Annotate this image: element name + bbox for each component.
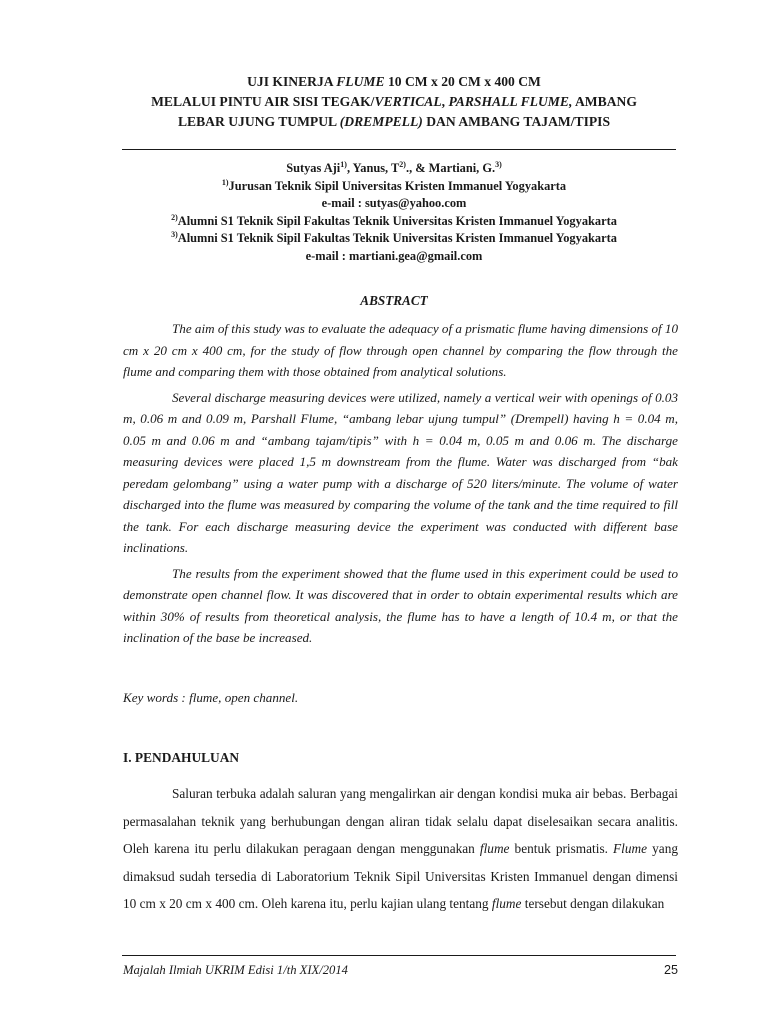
title-italic: VERTICAL: [374, 94, 442, 109]
author-sup: 1): [340, 159, 347, 169]
title-text: MELALUI PINTU AIR SISI TEGAK/: [151, 94, 375, 109]
body-italic: flume: [491, 896, 522, 912]
email-3: e-mail : martiani.gea@gmail.com: [305, 248, 483, 263]
body-text: tersebut dengan dilakukan: [521, 896, 665, 912]
author-sup: 2): [399, 159, 406, 169]
author-text: , Yanus, T: [346, 161, 400, 175]
title-text: ,: [441, 94, 449, 109]
title-italic: FLUME: [336, 74, 385, 89]
affiliation-2: [110, 213, 678, 231]
body-italic: flume: [479, 841, 510, 857]
body-text: bentuk prismatis.: [509, 841, 614, 857]
footer-divider: [122, 955, 676, 956]
footer-journal: Majalah Ilmiah UKRIM Edisi 1/th XIX/2014: [123, 963, 348, 977]
title-text: 10 CM x 20 CM x 400 CM: [384, 74, 541, 89]
title-text: AMBANG: [572, 94, 637, 109]
title-italic: (DREMPELL): [339, 114, 423, 129]
affiliation-text: Jurusan Teknik Sipil Universitas Kristen Immanuel Yogyakarta: [228, 178, 567, 193]
body-italic: Flume: [613, 841, 648, 857]
body-text: Saluran terbuka adalah saluran yang mengalirkan air dengan kondisi muka air bebas. Berbagai permasalahan teknik yang berhubungan dengan aliran tidak selalu dapat diselesaikan secara analitis. Oleh karena itu perlu dilakukan peragaan dengan menggunakan: [123, 786, 678, 857]
email-1: e-mail : sutyas@yahoo.com: [321, 196, 467, 210]
affiliation-sup: 2): [171, 212, 178, 222]
affiliation-text: Alumni S1 Teknik Sipil Fakultas Teknik Universitas Kristen Immanuel Yogyakarta: [177, 213, 617, 228]
section-heading: I. PENDAHULUAN: [123, 750, 240, 765]
keywords: Key words : flume, open channel.: [123, 690, 299, 705]
affiliation-sup: 1): [221, 177, 229, 187]
page-number: 25: [663, 963, 678, 977]
author-text: Sutyas Aji: [286, 161, 341, 175]
author-text: ., & Martiani, G.: [405, 161, 496, 175]
abstract-heading: ABSTRACT: [360, 293, 428, 308]
abstract-paragraph-1: The aim of this study was to evaluate the adequacy of a prismatic flume having dimensions of 10 cm x 20 cm x 400 cm, for the study of flow through open channel by comparing the flow through the flume and comparing them with those obtained from analytical solutions.: [123, 321, 678, 379]
abstract-paragraph-3: The results from the experiment showed that the flume used in this experiment could be used to demonstrate open channel flow. It was discovered that in order to obtain experimental results which are within 30% of results from theoretical analysis, the flume has to have a length of 10.4 m, or that the inclination of the base be increased.: [123, 565, 678, 645]
abstract-paragraph-2: Several discharge measuring devices were utilized, namely a vertical weir with openings of 0.03 m, 0.06 m and 0.09 m, Parshall Flume, “ambang lebar ujung tumpul” (Drempell) having h = 0.04 m, 0.05 m and 0.06 m and “ambang tajam/tipis” with h = 0.04 m, 0.05 m and 0.06 m. The discharge measuring devices were placed 1,5 m downstream from the flume. Water was discharged from “bak peredam gelombang” using a water pump with a discharge of 520 liters/minute. The volume of water discharged into the flume was measured by comparing the volume of the tank and the time required to fill the tank. For each discharge measuring device the experiment was conducted with different base inclinations.: [123, 389, 678, 555]
title-line-1: [110, 72, 678, 92]
title-italic: PARSHALL FLUME,: [448, 94, 573, 109]
affiliation-3: [110, 230, 678, 248]
paper-title: [110, 72, 678, 132]
author-block: [110, 160, 678, 265]
title-text: UJI KINERJA: [247, 74, 337, 89]
title-line-2: [110, 92, 678, 112]
section-body: [123, 780, 678, 918]
body-paragraph: [123, 780, 678, 918]
title-text: DAN AMBANG TAJAM/TIPIS: [422, 114, 611, 129]
author-names: [110, 160, 678, 178]
title-divider: [122, 149, 676, 150]
title-text: LEBAR UJUNG TUMPUL: [177, 114, 340, 129]
abstract-body: [123, 318, 678, 653]
author-sup: 3): [495, 159, 502, 169]
body-text: yang dimaksud sudah tersedia di Laboratorium Teknik Sipil Universitas Kristen Immanuel dengan dimensi 10 cm x 20 cm x 400 cm. Oleh karena itu, perlu kajian ulang tentang: [123, 841, 678, 912]
title-line-3: [110, 112, 678, 132]
affiliation-text: Alumni S1 Teknik Sipil Fakultas Teknik Universitas Kristen Immanuel Yogyakarta: [177, 231, 617, 245]
affiliation-sup: 3): [171, 229, 178, 239]
affiliation-1: [110, 178, 678, 196]
